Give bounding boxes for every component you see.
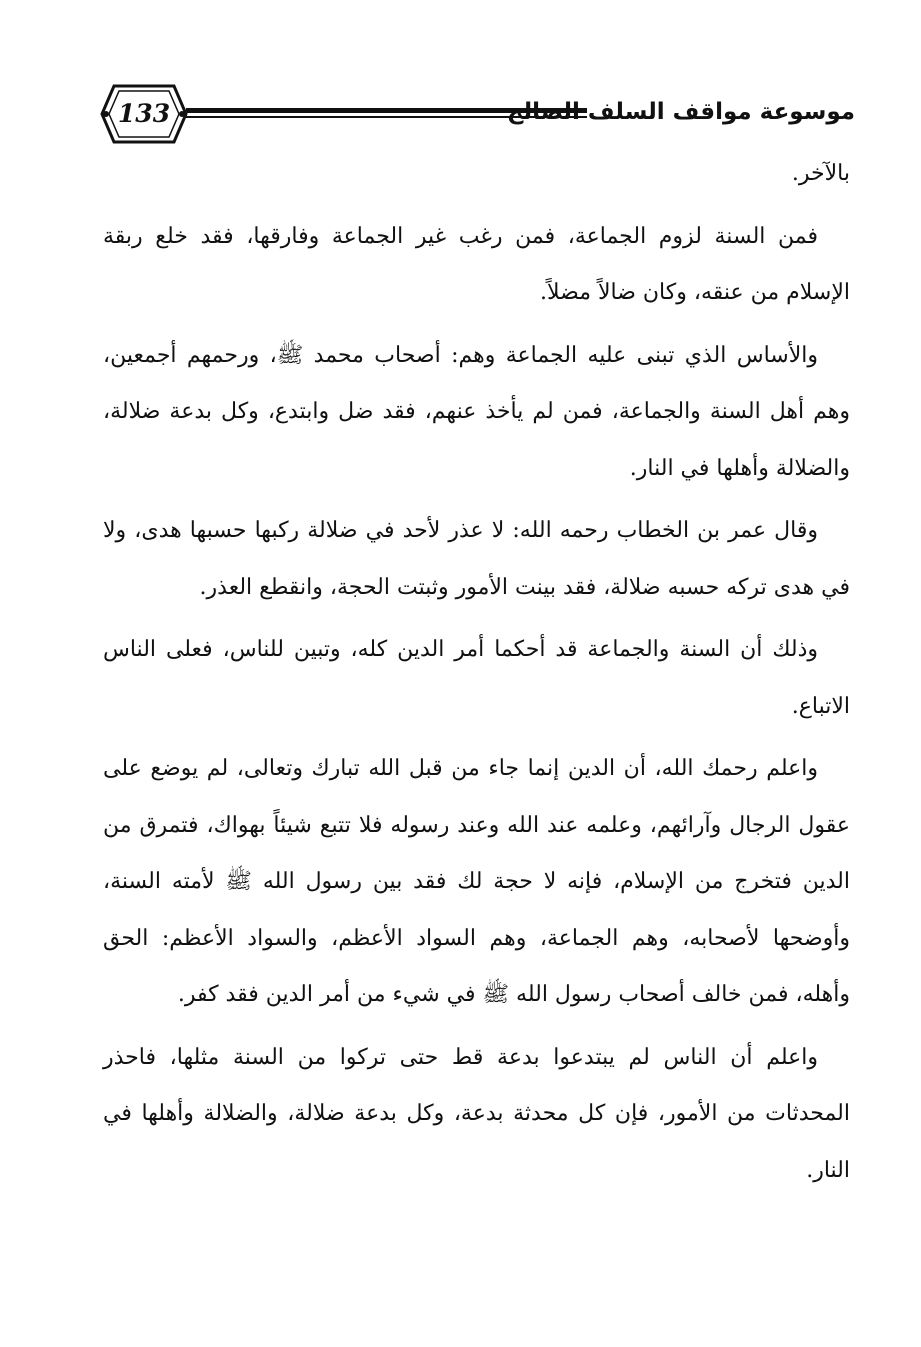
paragraph: وقال عمر بن الخطاب رحمه الله: لا عذر لأحد في ضلالة ركبها حسبها هدى، ولا في هدى تركه حسبه ضلالة، فقد بينت الأمور وثبتت الحجة، وانقطع العذر. (103, 518, 850, 600)
page-number-badge (100, 82, 188, 146)
paragraph: فمن السنة لزوم الجماعة، فمن رغب غير الجماعة وفارقها، فقد خلع ربقة الإسلام من عنقه، وكان ضالاً مضلاً. (103, 223, 850, 305)
paragraph: واعلم رحمك الله، أن الدين إنما جاء من قبل الله تبارك وتعالى، لم يوضع على عقول الرجال وآرائهم، وعلمه عند الله وعند رسوله فلا تتبع شيئاً بهواك، فتمرق من الدين فتخرج من الإسلام، فإنه لا حجة لك فقد بين رسول الله ﷺ لأمته السنة، وأوضحها لأصحابه، وهم الجماعة، وهم السواد الأعظم، والسواد الأعظم: الحق وأهله، فمن خالف أصحاب رسول الله ﷺ في شيء من أمر الدين فقد كفر. (103, 756, 850, 1007)
paragraph: واعلم أن الناس لم يبتدعوا بدعة قط حتى تركوا من السنة مثلها، فاحذر المحدثات من الأمور، فإن كل محدثة بدعة، وكل بدعة ضلالة، والضلالة وأهلها في النار. (103, 1044, 850, 1183)
running-header (100, 82, 855, 146)
page-body (103, 146, 850, 1205)
paragraph: والأساس الذي تبنى عليه الجماعة وهم: أصحاب محمد ﷺ، ورحمهم أجمعين، وهم أهل السنة والجماعة، فمن لم يأخذ عنهم، فقد ضل وابتدع، وكل بدعة ضلالة، والضلالة وأهلها في النار. (103, 342, 850, 481)
page-number: 133 (117, 99, 171, 128)
paragraph: وذلك أن السنة والجماعة قد أحكما أمر الدين كله، وتبين للناس، فعلى الناس الاتباع. (103, 637, 850, 719)
paragraph-continuation: بالآخر. (791, 161, 850, 186)
book-title: موسوعة مواقف السلف الصالح (506, 99, 855, 125)
